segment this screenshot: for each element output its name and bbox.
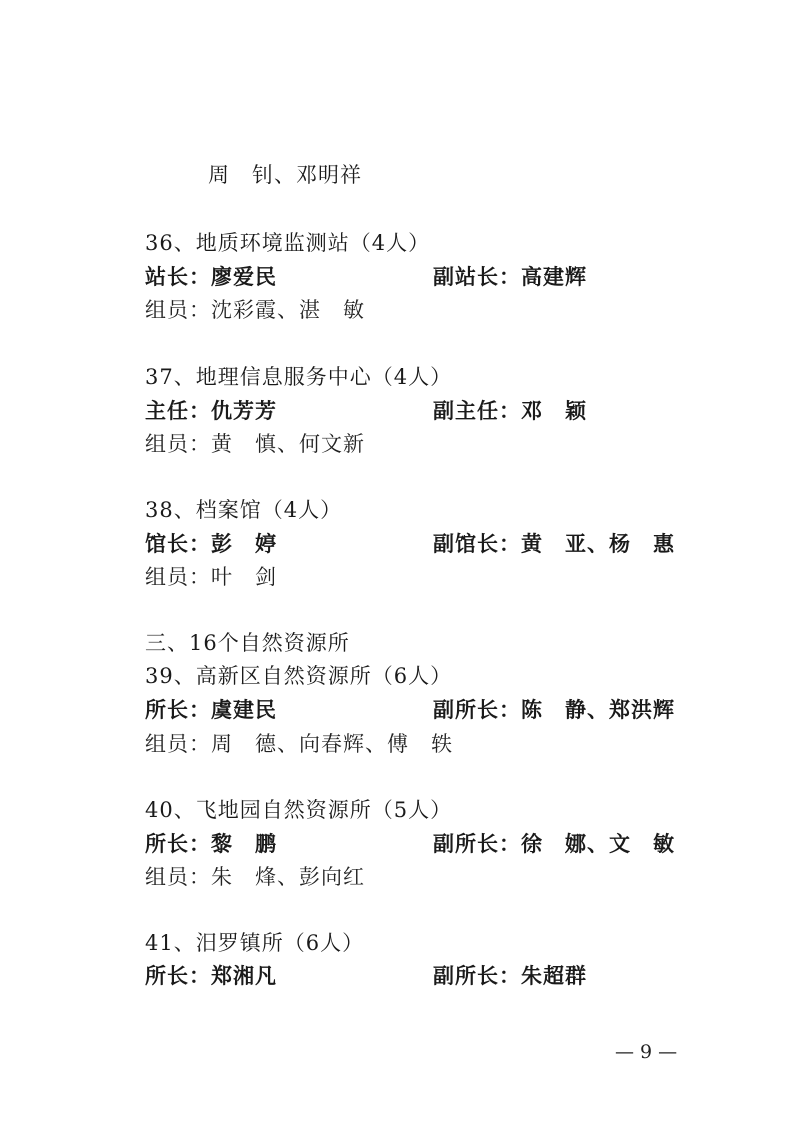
section-members-37: 组员：黄 慎、何文新: [145, 432, 365, 456]
section-title-38: 38、档案馆（4人）: [145, 498, 343, 522]
section-head-41: 所长：郑湘凡: [145, 963, 277, 988]
section-title-41: 41、汨罗镇所（6人）: [145, 931, 365, 955]
section-head-39: 所长：虞建民: [145, 697, 277, 722]
section-title-40: 40、飞地园自然资源所（5人）: [145, 798, 453, 822]
section-head-40: 所长：黎 鹏: [145, 831, 277, 856]
section-title-37: 37、地理信息服务中心（4人）: [145, 365, 453, 389]
section-title-39: 39、高新区自然资源所（6人）: [145, 664, 453, 688]
section-members-40: 组员：朱 烽、彭向红: [145, 865, 365, 889]
section-deputy-38: 副馆长：黄 亚、杨 惠: [433, 531, 675, 556]
section-head-37: 主任：仇芳芳: [145, 398, 277, 423]
continuation-members: 周 钊、邓明祥: [208, 163, 362, 187]
section-head-36: 站长：廖爱民: [145, 264, 277, 289]
page-number: — 9 —: [615, 1041, 678, 1063]
group-heading: 三、16个自然资源所: [145, 631, 350, 655]
section-members-38: 组员：叶 剑: [145, 565, 277, 589]
section-deputy-40: 副所长：徐 娜、文 敏: [433, 831, 675, 856]
section-deputy-41: 副所长：朱超群: [433, 963, 587, 988]
section-deputy-39: 副所长：陈 静、郑洪辉: [433, 697, 675, 722]
section-deputy-36: 副站长：高建辉: [433, 264, 587, 289]
section-title-36: 36、地质环境监测站（4人）: [145, 231, 431, 255]
section-deputy-37: 副主任：邓 颖: [433, 398, 587, 423]
section-head-38: 馆长：彭 婷: [145, 531, 277, 556]
section-members-36: 组员：沈彩霞、湛 敏: [145, 298, 365, 322]
section-members-39: 组员：周 德、向春辉、傅 轶: [145, 732, 453, 756]
